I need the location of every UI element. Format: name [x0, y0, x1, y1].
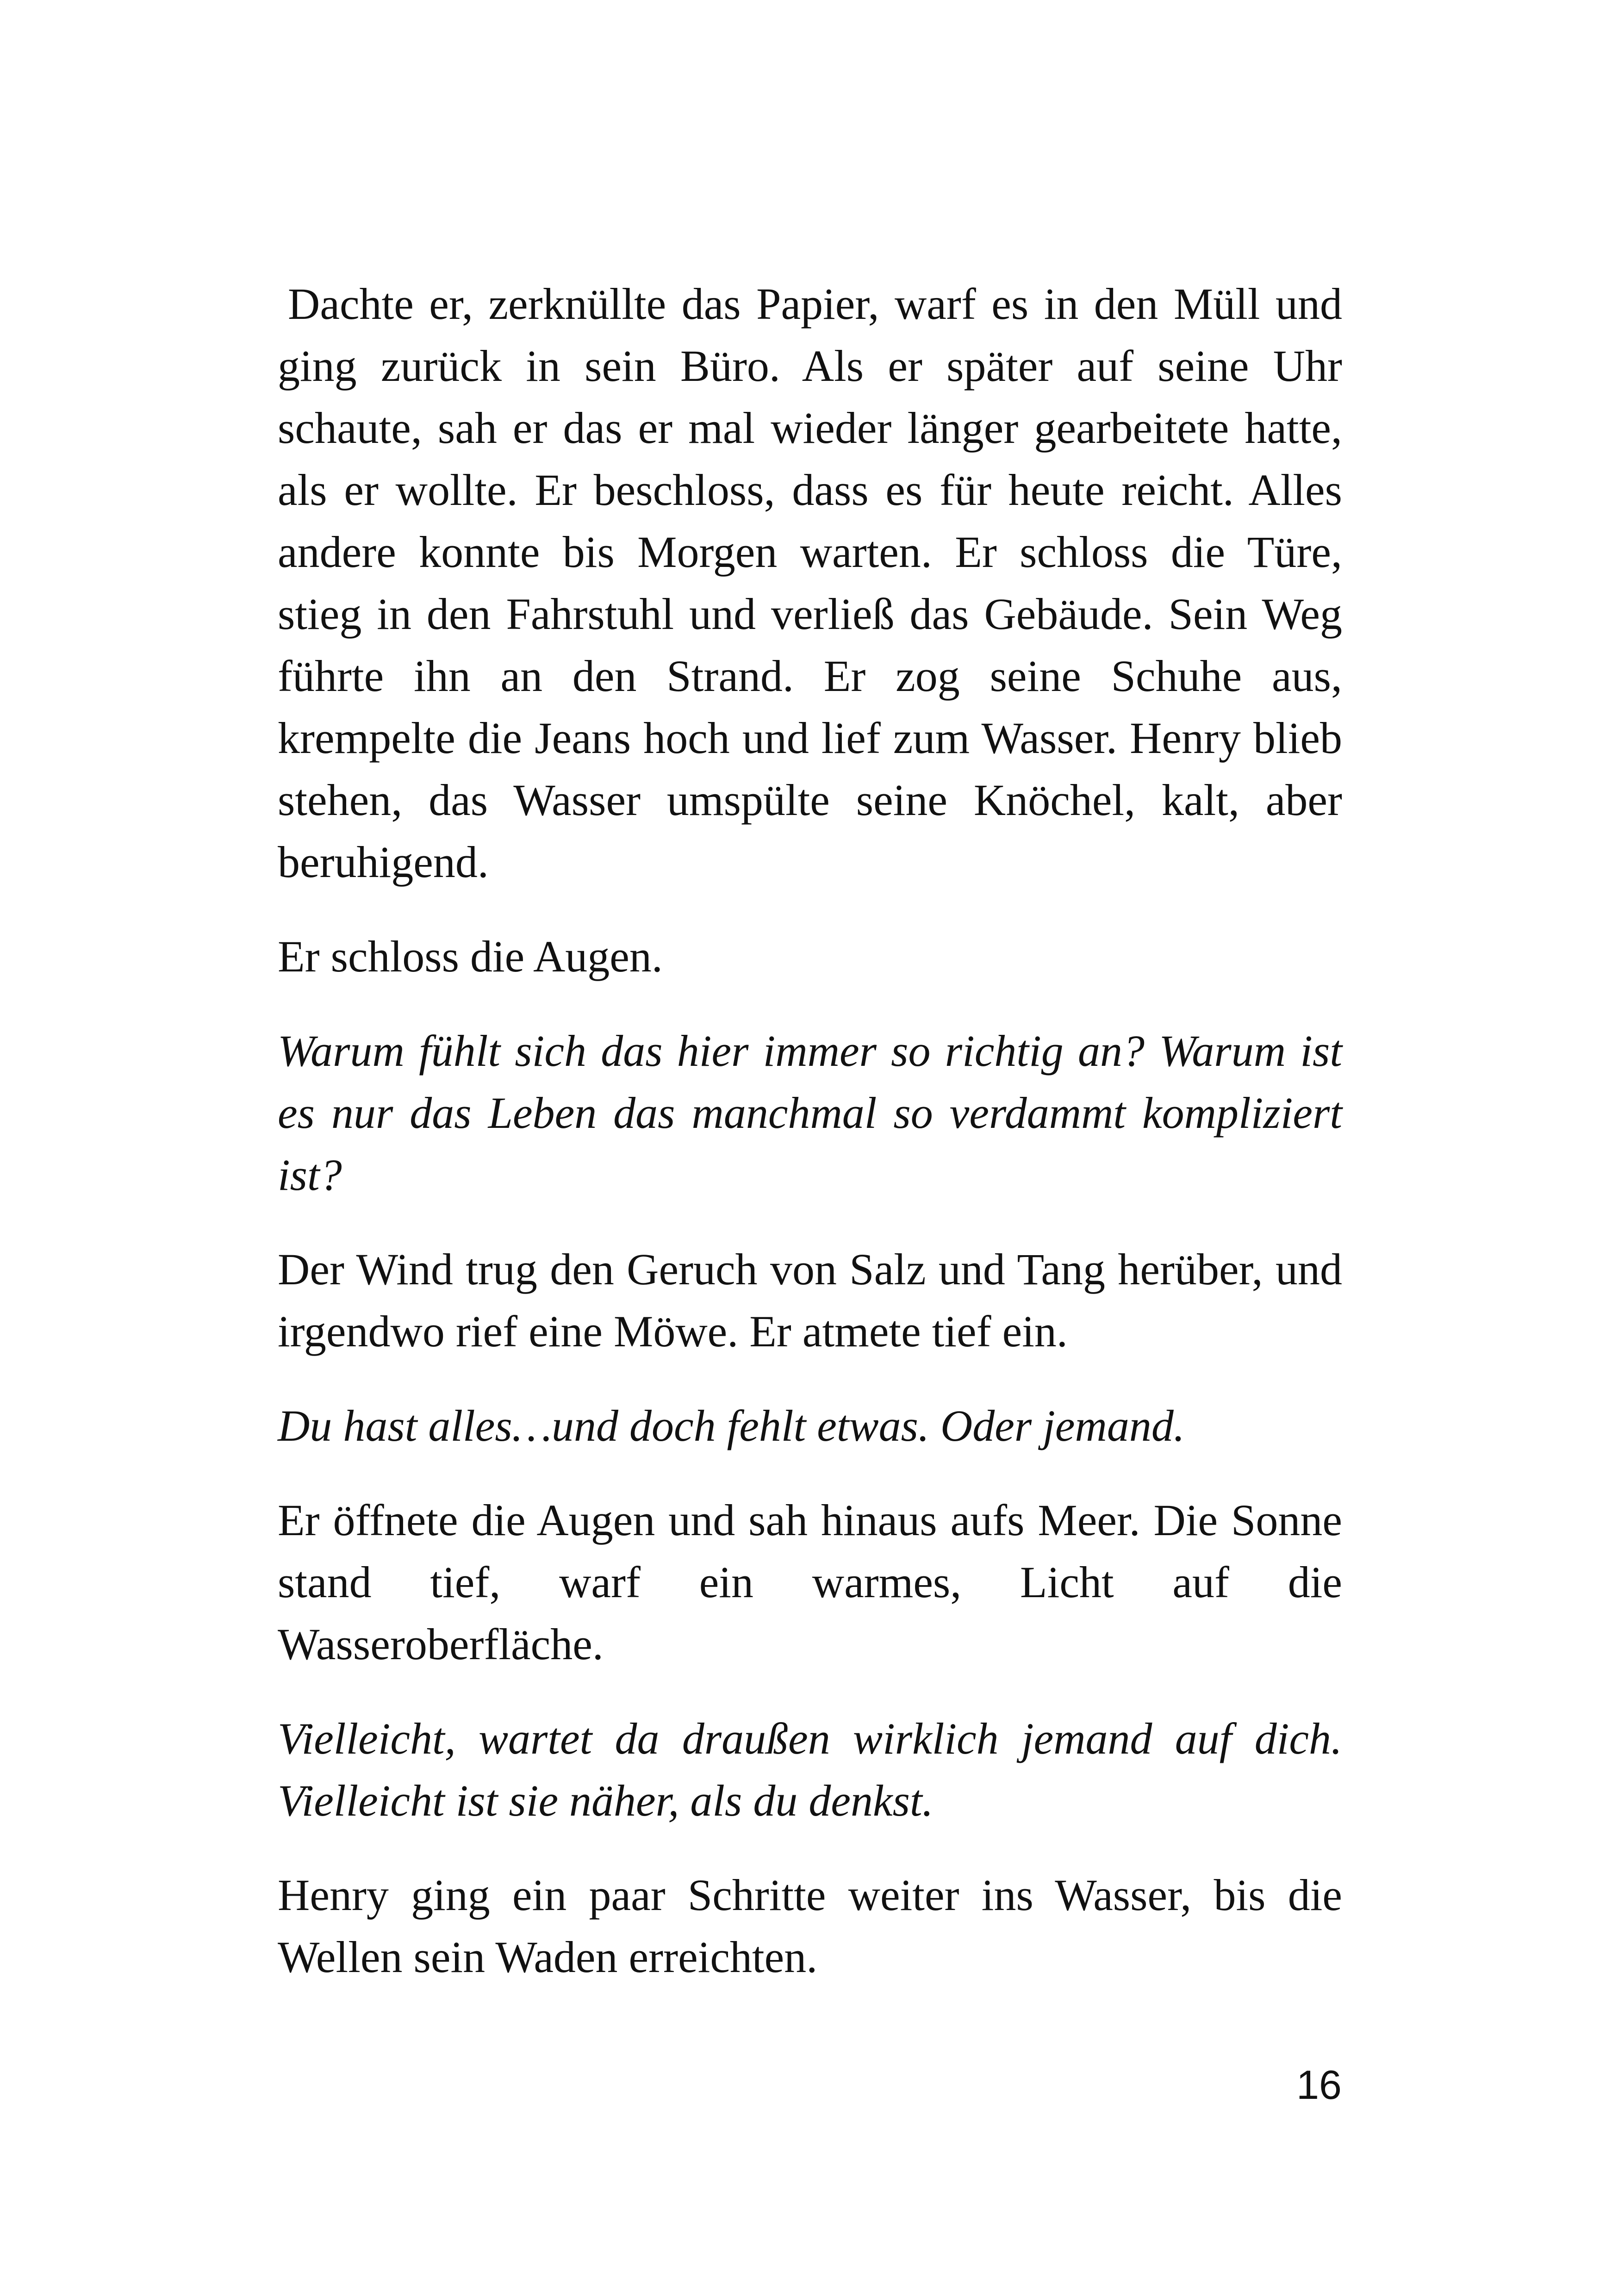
- thought-paragraph: Warum fühlt sich das hier immer so richtig an? Warum ist es nur das Leben das manchmal so verdammt kompliziert ist?: [278, 1026, 1342, 1200]
- page-number: 16: [1296, 2062, 1342, 2108]
- paragraph: Er schloss die Augen.: [278, 932, 663, 981]
- thought-paragraph: Vielleicht, wartet da draußen wirklich jemand auf dich. Vielleicht ist sie näher, als du denkst.: [278, 1714, 1342, 1825]
- thought-paragraph: Du hast alles…und doch fehlt etwas. Oder jemand.: [278, 1401, 1185, 1450]
- paragraph: Dachte er, zerknüllte das Papier, warf es in den Müll und ging zurück in sein Büro. Als er später auf seine Uhr schaute, sah er das er mal wieder länger gearbeitete hatte, als er wollte. Er beschloss, dass es für heute reicht. Alles andere konnte bis Morgen warten. Er schloss die Türe, stieg in den Fahrstuhl und verließ das Gebäude. Sein Weg führte ihn an den Strand. Er zog seine Schuhe aus, krempelte die Jeans hoch und lief zum Wasser. Henry blieb stehen, das Wasser umspülte seine Knöchel, kalt, aber beruhigend.: [278, 279, 1342, 887]
- page-body: [278, 273, 1342, 2021]
- paragraph: Er öffnete die Augen und sah hinaus aufs Meer. Die Sonne stand tief, warf ein warmes, Licht auf die Wasseroberfläche.: [278, 1495, 1342, 1669]
- paragraph: Henry ging ein paar Schritte weiter ins Wasser, bis die Wellen sein Waden erreichten.: [278, 1870, 1342, 1982]
- paragraph: Der Wind trug den Geruch von Salz und Tang herüber, und irgendwo rief eine Möwe. Er atmete tief ein.: [278, 1244, 1342, 1356]
